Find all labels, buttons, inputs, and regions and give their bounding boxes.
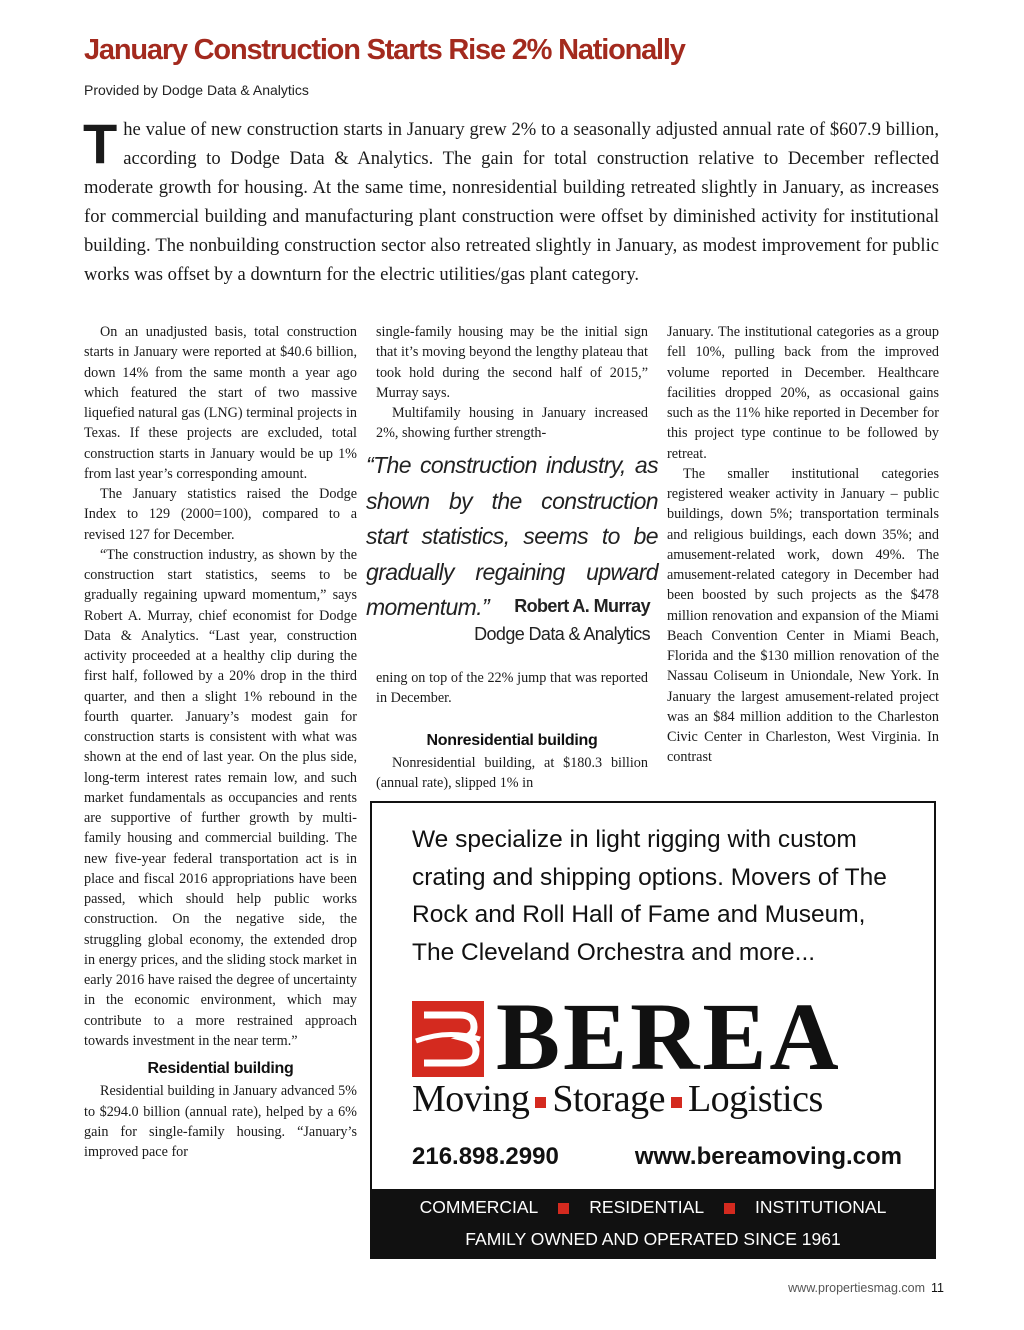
- service-storage: Storage: [552, 1078, 665, 1120]
- ad-services: [412, 1077, 823, 1121]
- drop-cap: T: [83, 112, 118, 175]
- ad-phone-number[interactable]: 216.898.2990: [412, 1143, 559, 1170]
- col1-paragraph-4: Residential building in January advanced 5% to $294.0 billion (annual rate), helped by a 6% gain for single-family housing. “January’s improved pace for: [84, 1083, 357, 1160]
- column-2-bottom: [376, 668, 648, 793]
- red-square-icon: [671, 1097, 682, 1108]
- ad-tagline: We specialize in light rigging with custom crating and shipping options. Movers of The Rock and Roll Hall of Fame and Museum, The Cleveland Orchestra and more...: [412, 826, 887, 966]
- category-residential: RESIDENTIAL: [589, 1197, 705, 1217]
- residential-heading: Residential building: [147, 1060, 294, 1077]
- column-3: [667, 322, 939, 768]
- column-2-top: [376, 322, 648, 444]
- service-moving: Moving: [412, 1078, 530, 1120]
- intro-text: he value of new construction starts in January grew 2% to a seasonally adjusted annual rate of $607.9 billion, according to Dodge Data & Analytics. The gain for total construction relative to December reflected moderate growth for housing. At the same time, nonresidential building retreated slightly in January, as increases for commercial building and manufacturing plant construction were offset by diminished activity for institutional building. The nonbuilding construction sector also retreated slightly in January, as modest improvement for public works was offset by a downturn for the electric utilities/gas plant category.: [84, 119, 939, 285]
- article-title: January Construction Starts Rise 2% Nationally: [84, 34, 685, 66]
- page-footer: [788, 1281, 944, 1295]
- footer-site: www.propertiesmag.com: [788, 1281, 926, 1295]
- intro-paragraph: [83, 112, 939, 289]
- col1-paragraph-3: “The construction industry, as shown by the construction start statistics, seems to be gradually regaining upward momentum,” says Robert A. Murray, chief economist for Dodge Data & Analytics. “Last year, construction activity proceeded at a healthy clip during the first half, followed by a 20% drop in the third quarter, and then a slight 1% rebound in the fourth quarter. January’s modest gain for construction starts is consistent with what was shown at the end of last year. On the plus side, long-term interest rates remain low, and such market fundamentals as occupancies and rents are supportive of further growth by multi-family housing and commercial building. The new five-year federal transportation act is in place and fiscal 2016 appropriations have been passed, which should help public works construction. On the negative side, the struggling global economy, the extended drop in energy prices, and the sliding stock market in early 2016 have raised the degree of uncertainty in the economic environment, which may contribute to a more restrained approach towards investment in the near term.”: [84, 546, 357, 1049]
- col2-paragraph-3: ening on top of the 22% jump that was reported in December.: [376, 670, 648, 707]
- ad-website-link[interactable]: www.bereamoving.com: [634, 1143, 902, 1170]
- red-square-icon: [724, 1203, 735, 1214]
- col2-paragraph-4: Nonresidential building, at $180.3 billion (annual rate), slipped 1% in: [376, 754, 648, 791]
- berea-logo: [412, 983, 886, 1090]
- pull-quote-name: Robert A. Murray: [514, 596, 650, 616]
- ad-brand-name: BEREA: [496, 983, 842, 1090]
- col2-paragraph-1: single-family housing may be the initial sign that it’s moving beyond the lengthy plateau that took hold during the second half of 2015,” Murray says.: [376, 324, 648, 401]
- col3-paragraph-2: The smaller institutional categories registered weaker activity in January – public buildings, down 5%; transportation terminals and religious buildings, each down 35%; and amusement-related work, down 49%. The amusement-related category in December had been boosted by such projects as the $478 million renovation and expansion of the Miami Beach Convention Center in Miami Beach, Florida and the $130 million renovation of the Nassau Coliseum in Uniondale, New York. In January the largest amusement-related project was an $84 million addition to the Charleston Civic Center in Charleston, West Virginia. In contrast: [667, 465, 939, 766]
- pull-quote: “The construction industry, as shown by the construction start statistics, seems to be gradually regaining upward momentum.”: [366, 452, 658, 620]
- service-logistics: Logistics: [687, 1078, 823, 1120]
- ad-categories: [372, 1197, 934, 1218]
- col2-paragraph-2: Multifamily housing in January increased 2%, showing further strength-: [376, 405, 648, 442]
- category-institutional: INSTITUTIONAL: [755, 1197, 887, 1217]
- berea-advertisement[interactable]: [370, 801, 936, 1259]
- ad-slogan: FAMILY OWNED AND OPERATED SINCE 1961: [465, 1229, 841, 1249]
- col1-paragraph-1: On an unadjusted basis, total construction starts in January were reported at $40.6 billion, down 14% from the same month a year ago which featured the start of two massive liquefied natural gas (LNG) terminal projects in Texas. If these projects are excluded, total construction starts in January would be up 1% from last year’s corresponding amount.: [84, 324, 357, 482]
- col3-paragraph-1: January. The institutional categories as a group fell 10%, pulling back from the improved volume reported in December. Healthcare facilities dropped 20%, as occasional gains such as the 11% hike reported in December for this project type continue to be followed by retreat.: [667, 324, 939, 462]
- pull-quote-org: Dodge Data & Analytics: [474, 624, 650, 644]
- column-1: [84, 322, 357, 1162]
- col1-paragraph-2: The January statistics raised the Dodge Index to 129 (2000=100), compared to a revised 127 for December.: [84, 486, 357, 543]
- article-byline: Provided by Dodge Data & Analytics: [84, 82, 309, 98]
- page-number: 11: [931, 1281, 944, 1295]
- red-square-icon: [558, 1203, 569, 1214]
- red-square-icon: [535, 1097, 546, 1108]
- berea-logo-mark-icon: [412, 1001, 484, 1077]
- ad-footer-bar: [372, 1189, 934, 1257]
- nonresidential-heading: Nonresidential building: [426, 731, 598, 749]
- category-commercial: COMMERCIAL: [419, 1197, 539, 1217]
